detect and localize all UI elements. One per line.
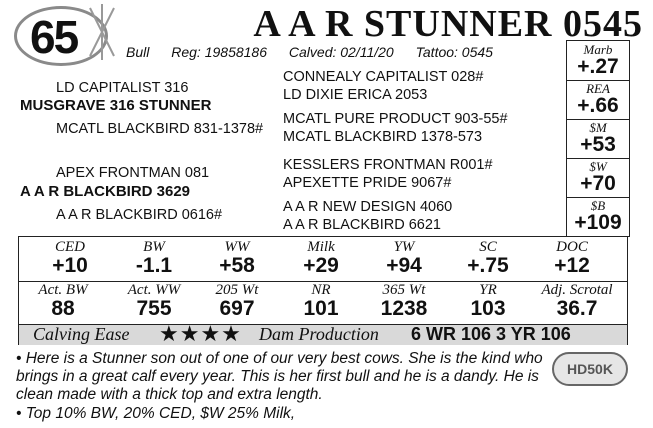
epd-label: 205 Wt bbox=[215, 282, 259, 298]
epd-value: 755 bbox=[136, 297, 172, 320]
epd-row-1 bbox=[19, 237, 627, 282]
pedigree-sire-dam-dam: MCATL BLACKBIRD 1378-573 bbox=[283, 129, 483, 145]
epd-label: Milk bbox=[307, 239, 335, 255]
epd-value: 1238 bbox=[380, 297, 428, 320]
animal-tattoo: Tattoo: 0545 bbox=[415, 44, 493, 60]
epd-value: +58 bbox=[219, 254, 255, 277]
pedigree-sire-sire: LD CAPITALIST 316 bbox=[56, 80, 189, 96]
carcass-value: +.66 bbox=[577, 94, 619, 117]
hd50k-badge: HD50K bbox=[552, 352, 628, 386]
epd-value: 103 bbox=[470, 297, 506, 320]
pedigree-sire: MUSGRAVE 316 STUNNER bbox=[20, 97, 212, 114]
pedigree-sire-sire-sire: CONNEALY CAPITALIST 028# bbox=[283, 69, 484, 85]
epd-table bbox=[18, 236, 628, 345]
epd-value: 88 bbox=[51, 297, 75, 320]
pedigree-dam-dam-sire: A A R NEW DESIGN 4060 bbox=[283, 199, 453, 215]
epd-label: WW bbox=[224, 239, 250, 255]
epd-value: +94 bbox=[386, 254, 422, 277]
epd-value: 101 bbox=[303, 297, 339, 320]
dam-production-label: Dam Production bbox=[259, 324, 379, 344]
epd-label: Adj. Scrotal bbox=[541, 282, 613, 298]
pedigree-sire-sire-dam: LD DIXIE ERICA 2053 bbox=[283, 87, 428, 103]
carcass-item bbox=[567, 41, 629, 81]
epd-label: 365 Wt bbox=[382, 282, 426, 298]
epd-label: YW bbox=[393, 239, 415, 255]
animal-sex: Bull bbox=[126, 44, 150, 60]
epd-label: Act. BW bbox=[38, 282, 88, 298]
carcass-box bbox=[566, 40, 630, 237]
epd-value: +12 bbox=[554, 254, 590, 277]
pedigree-dam-sire-sire: KESSLERS FRONTMAN R001# bbox=[283, 157, 493, 173]
calving-ease-label: Calving Ease bbox=[33, 324, 130, 344]
note-description: • Here is a Stunner son out of one of our very best cows. She is the kind who brings in a great calf every year. This is her first bull and he is a dandy. He is clean made with a thick top and extra length. bbox=[16, 350, 543, 403]
pedigree-dam-sire-dam: APEXETTE PRIDE 9067# bbox=[283, 175, 452, 191]
carcass-item bbox=[567, 119, 629, 159]
carcass-label: REA bbox=[586, 81, 610, 96]
epd-row-2 bbox=[19, 280, 627, 325]
epd-value: +.75 bbox=[467, 254, 509, 277]
pedigree-dam-dam-dam: A A R BLACKBIRD 6621 bbox=[283, 217, 441, 233]
calving-ease-stars: ★★★★ bbox=[159, 321, 242, 346]
animal-name: A A R STUNNER 0545 bbox=[253, 3, 643, 45]
calving-ease-row bbox=[19, 321, 627, 346]
animal-info bbox=[126, 44, 511, 60]
epd-label: YR bbox=[479, 282, 497, 298]
carcass-item bbox=[567, 80, 629, 120]
dam-production-value: 6 WR 106 3 YR 106 bbox=[411, 324, 571, 344]
note-rankings: • Top 10% BW, 20% CED, $W 25% Milk, bbox=[16, 405, 296, 422]
epd-value: -1.1 bbox=[135, 254, 173, 277]
carcass-label: $M bbox=[589, 120, 607, 135]
epd-value: +10 bbox=[52, 254, 88, 277]
epd-value: +29 bbox=[303, 254, 339, 277]
epd-label: Act. WW bbox=[127, 282, 181, 298]
carcass-value: +70 bbox=[580, 172, 616, 195]
carcass-item bbox=[567, 158, 629, 198]
carcass-label: Marb bbox=[583, 42, 613, 57]
lot-number: 65 bbox=[30, 11, 78, 63]
animal-calved: Calved: 02/11/20 bbox=[288, 44, 394, 60]
pedigree-dam: A A R BLACKBIRD 3629 bbox=[20, 183, 191, 200]
pedigree-sire-dam-sire: MCATL PURE PRODUCT 903-55# bbox=[283, 111, 508, 127]
carcass-value: +53 bbox=[580, 133, 616, 156]
pedigree-sire-dam: MCATL BLACKBIRD 831-1378# bbox=[56, 121, 264, 137]
epd-label: BW bbox=[143, 239, 165, 255]
brand-logo-icon bbox=[84, 2, 124, 62]
carcass-label: $B bbox=[590, 198, 606, 213]
carcass-item bbox=[567, 197, 629, 236]
epd-label: DOC bbox=[556, 239, 588, 255]
carcass-label: $W bbox=[589, 159, 607, 174]
animal-reg: Reg: 19858186 bbox=[171, 44, 268, 60]
pedigree-dam-sire: APEX FRONTMAN 081 bbox=[56, 165, 210, 181]
epd-label: NR bbox=[311, 282, 331, 298]
epd-value: 36.7 bbox=[556, 297, 598, 320]
epd-label: CED bbox=[55, 239, 85, 255]
carcass-value: +.27 bbox=[577, 55, 619, 78]
carcass-value: +109 bbox=[574, 211, 622, 234]
epd-label: SC bbox=[479, 239, 497, 255]
pedigree-dam-dam: A A R BLACKBIRD 0616# bbox=[56, 207, 223, 223]
epd-value: 697 bbox=[219, 297, 255, 320]
